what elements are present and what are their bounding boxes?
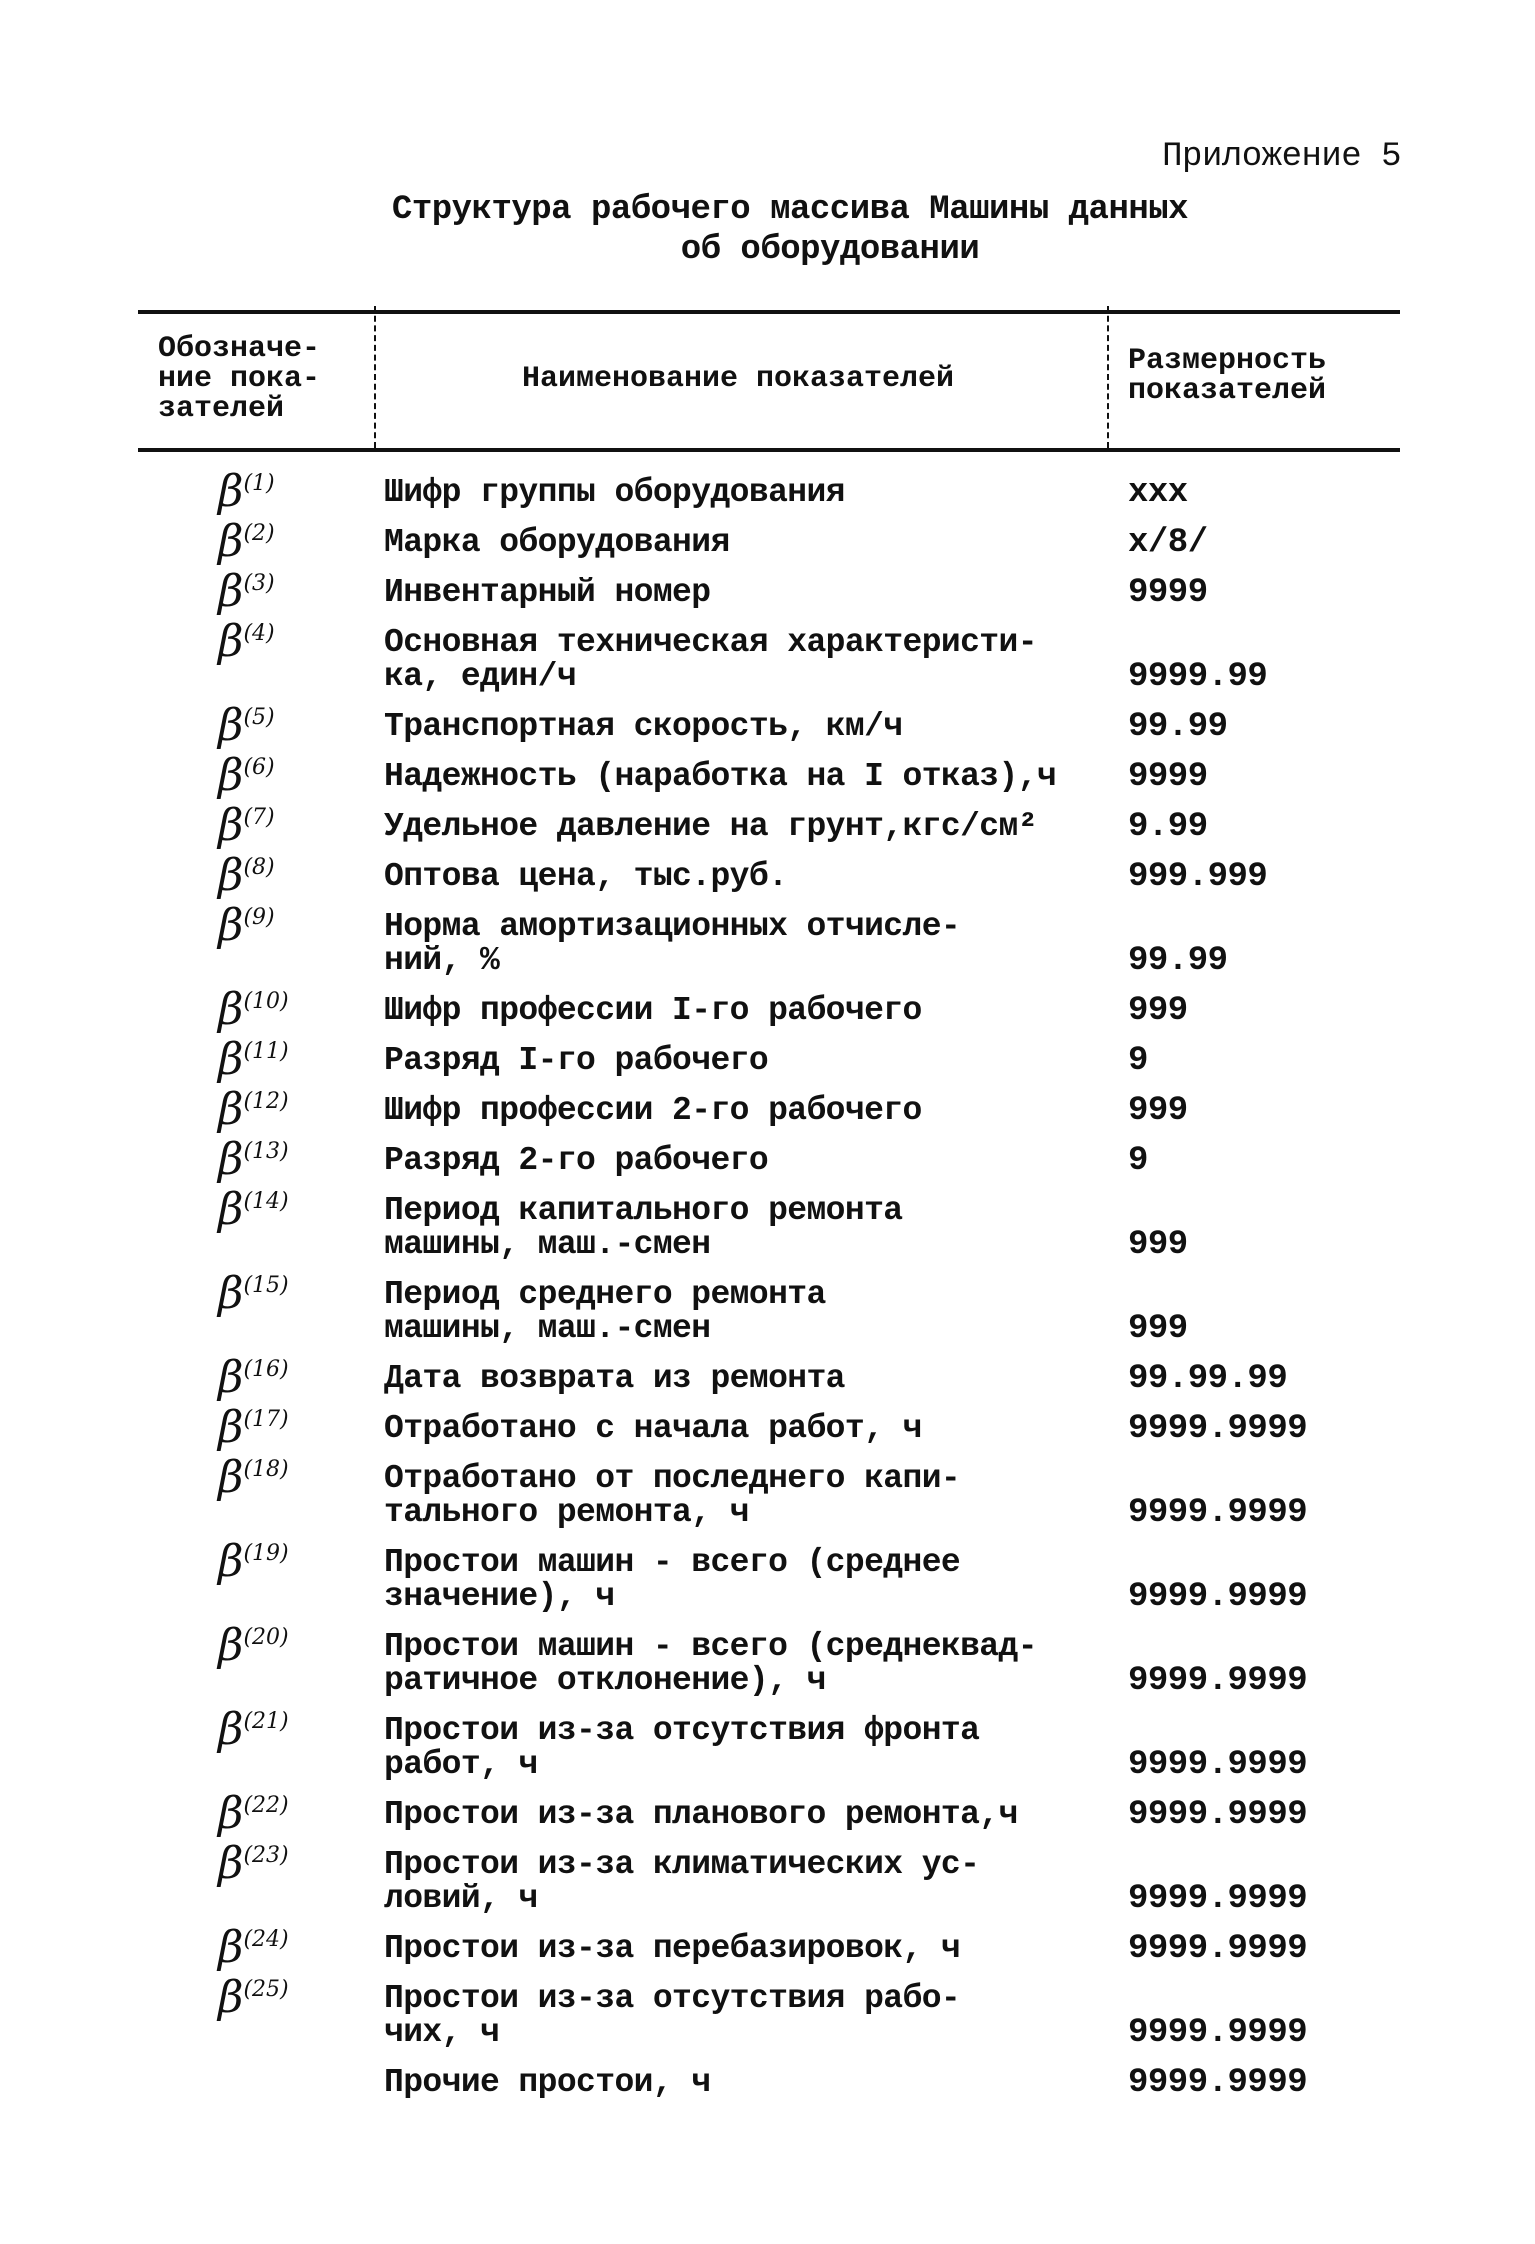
indicator-name: Шифр профессии 2-го рабочего bbox=[384, 1092, 922, 1129]
indicator-symbol bbox=[218, 1838, 368, 1889]
symbol-index: (8) bbox=[243, 855, 275, 880]
indicator-name: Норма амортизационных отчисле- ний, % bbox=[384, 908, 961, 979]
symbol-index: (6) bbox=[243, 755, 275, 780]
indicator-name: Прочие простои, ч bbox=[384, 2064, 711, 2101]
indicator-name: Разряд 2-го рабочего bbox=[384, 1142, 769, 1179]
table-row bbox=[138, 1622, 1400, 1706]
title-line-1: Структура рабочего массива Машины данных bbox=[391, 191, 1189, 229]
indicator-name: Разряд I-го рабочего bbox=[384, 1042, 769, 1079]
table-row bbox=[138, 518, 1400, 568]
symbol-index: (11) bbox=[243, 1039, 289, 1064]
table-row bbox=[138, 852, 1400, 902]
symbol-letter: β bbox=[218, 1972, 244, 2023]
indicator-unit: xxx bbox=[1128, 474, 1188, 512]
symbol-index: (19) bbox=[243, 1541, 289, 1566]
table-row bbox=[138, 1924, 1400, 1974]
symbol-letter: β bbox=[218, 1034, 244, 1085]
indicator-symbol bbox=[218, 1352, 368, 1403]
indicator-name: Дата возврата из ремонта bbox=[384, 1360, 845, 1397]
symbol-letter: β bbox=[218, 1536, 244, 1587]
indicator-unit: 9999.9999 bbox=[1128, 1880, 1308, 1918]
symbol-index: (20) bbox=[243, 1625, 289, 1650]
indicator-unit: 9999 bbox=[1128, 758, 1208, 796]
indicator-unit: 999 bbox=[1128, 992, 1188, 1030]
indicator-name: Шифр группы оборудования bbox=[384, 474, 845, 511]
indicator-symbol bbox=[218, 1084, 368, 1135]
symbol-letter: β bbox=[218, 1402, 244, 1453]
table-row bbox=[138, 902, 1400, 986]
symbol-index: (7) bbox=[243, 805, 275, 830]
symbol-index: (21) bbox=[243, 1709, 289, 1734]
indicator-unit: 99.99.99 bbox=[1128, 1360, 1288, 1398]
table-row bbox=[138, 1036, 1400, 1086]
indicator-name: Простои машин - всего (среднее значение), ч bbox=[384, 1544, 961, 1615]
indicator-name: Период капитального ремонта машины, маш.-смен bbox=[384, 1192, 903, 1263]
table-row bbox=[138, 802, 1400, 852]
table-row bbox=[138, 1186, 1400, 1270]
symbol-index: (4) bbox=[243, 621, 275, 646]
indicator-symbol bbox=[218, 1788, 368, 1839]
symbol-letter: β bbox=[218, 466, 244, 517]
symbol-index: (1) bbox=[243, 471, 275, 496]
indicator-symbol bbox=[218, 1402, 368, 1453]
table-row bbox=[138, 2058, 1400, 2108]
indicator-name: Простои из-за отсутствия рабо- чих, ч bbox=[384, 1980, 961, 2051]
symbol-index: (14) bbox=[243, 1189, 289, 1214]
table-row bbox=[138, 1136, 1400, 1186]
symbol-index: (10) bbox=[243, 989, 289, 1014]
table-row bbox=[138, 1840, 1400, 1924]
indicator-symbol bbox=[218, 466, 368, 517]
symbol-index: (2) bbox=[243, 521, 275, 546]
indicator-symbol bbox=[218, 1268, 368, 1319]
indicator-symbol bbox=[218, 984, 368, 1035]
symbol-index: (18) bbox=[243, 1457, 289, 1482]
indicator-symbol bbox=[218, 616, 368, 667]
symbol-letter: β bbox=[218, 1788, 244, 1839]
indicator-symbol bbox=[218, 1972, 368, 2023]
table-row bbox=[138, 568, 1400, 618]
table-header bbox=[138, 310, 1400, 452]
indicator-unit: 9999.9999 bbox=[1128, 2014, 1308, 2052]
indicator-unit: 999 bbox=[1128, 1226, 1188, 1264]
symbol-letter: β bbox=[218, 1352, 244, 1403]
column-divider bbox=[1107, 306, 1109, 448]
symbol-index: (3) bbox=[243, 571, 275, 596]
indicator-unit: 9999.9999 bbox=[1128, 1746, 1308, 1784]
table-row bbox=[138, 1974, 1400, 2058]
symbol-index: (24) bbox=[243, 1927, 289, 1952]
indicator-name: Простои из-за перебазировок, ч bbox=[384, 1930, 961, 1967]
title-line-2: об оборудовании bbox=[680, 231, 980, 269]
indicator-unit: 9999.9999 bbox=[1128, 1796, 1308, 1834]
symbol-letter: β bbox=[218, 750, 244, 801]
indicator-name: Удельное давление на грунт,кгс/см² bbox=[384, 808, 1037, 845]
indicator-unit: 999.999 bbox=[1128, 858, 1268, 896]
indicator-unit: 99.99 bbox=[1128, 942, 1228, 980]
column-divider bbox=[374, 306, 376, 448]
symbol-letter: β bbox=[218, 1452, 244, 1503]
indicator-name: Надежность (наработка на I отказ),ч bbox=[384, 758, 1057, 795]
table-row bbox=[138, 1790, 1400, 1840]
indicator-unit: 9999 bbox=[1128, 574, 1208, 612]
indicator-symbol bbox=[218, 800, 368, 851]
indicator-symbol bbox=[218, 516, 368, 567]
symbol-letter: β bbox=[218, 1084, 244, 1135]
symbol-index: (13) bbox=[243, 1139, 289, 1164]
indicator-unit: 9999.99 bbox=[1128, 658, 1268, 696]
symbol-index: (22) bbox=[243, 1793, 289, 1818]
symbol-letter: β bbox=[218, 1134, 244, 1185]
table-row bbox=[138, 1404, 1400, 1454]
symbol-letter: β bbox=[218, 900, 244, 951]
indicator-unit: 9 bbox=[1128, 1042, 1148, 1080]
indicator-unit: 9 bbox=[1128, 1142, 1148, 1180]
indicator-name: Простои машин - всего (среднеквад- ратичное отклонение), ч bbox=[384, 1628, 1037, 1699]
indicator-name: Отработано с начала работ, ч bbox=[384, 1410, 922, 1447]
symbol-letter: β bbox=[218, 800, 244, 851]
table-row bbox=[138, 986, 1400, 1036]
symbol-index: (23) bbox=[243, 1843, 289, 1868]
indicator-name: Простои из-за климатических ус- ловий, ч bbox=[384, 1846, 980, 1917]
symbol-letter: β bbox=[218, 700, 244, 751]
indicator-symbol bbox=[218, 750, 368, 801]
header-unit: Размерность показателей bbox=[1128, 344, 1327, 408]
table-row bbox=[138, 1270, 1400, 1354]
symbol-letter: β bbox=[218, 1838, 244, 1889]
indicator-unit: x/8/ bbox=[1128, 524, 1208, 562]
indicator-symbol bbox=[218, 1134, 368, 1185]
symbol-index: (9) bbox=[243, 905, 275, 930]
indicator-name: Простои из-за отсутствия фронта работ, ч bbox=[384, 1712, 980, 1783]
indicator-symbol bbox=[218, 700, 368, 751]
symbol-index: (5) bbox=[243, 705, 275, 730]
table-body bbox=[138, 468, 1400, 2108]
indicator-unit: 99.99 bbox=[1128, 708, 1228, 746]
indicator-name: Шифр профессии I-го рабочего bbox=[384, 992, 922, 1029]
symbol-letter: β bbox=[218, 516, 244, 567]
symbol-letter: β bbox=[218, 984, 244, 1035]
symbol-index: (16) bbox=[243, 1357, 289, 1382]
symbol-index: (17) bbox=[243, 1407, 289, 1432]
table-row bbox=[138, 752, 1400, 802]
table-row bbox=[138, 1454, 1400, 1538]
indicator-unit: 9999.9999 bbox=[1128, 1930, 1308, 1968]
indicator-unit: 9999.9999 bbox=[1128, 2064, 1308, 2102]
indicator-unit: 9999.9999 bbox=[1128, 1662, 1308, 1700]
indicator-unit: 9.99 bbox=[1128, 808, 1208, 846]
indicator-name: Отработано от последнего капи- тального ремонта, ч bbox=[384, 1460, 961, 1531]
indicator-symbol bbox=[218, 1452, 368, 1503]
table-row bbox=[138, 1086, 1400, 1136]
indicator-name: Марка оборудования bbox=[384, 524, 730, 561]
symbol-index: (15) bbox=[243, 1273, 289, 1298]
indicator-name: Транспортная скорость, км/ч bbox=[384, 708, 903, 745]
indicator-name: Простои из-за планового ремонта,ч bbox=[384, 1796, 1018, 1833]
symbol-index: (12) bbox=[243, 1089, 289, 1114]
document-title bbox=[391, 190, 1260, 270]
table-row bbox=[138, 618, 1400, 702]
indicator-symbol bbox=[218, 1922, 368, 1973]
appendix-label: Приложение 5 bbox=[1162, 138, 1401, 176]
indicator-name: Оптова цена, тыс.руб. bbox=[384, 858, 788, 895]
indicator-unit: 9999.9999 bbox=[1128, 1410, 1308, 1448]
table-row bbox=[138, 468, 1400, 518]
indicator-unit: 9999.9999 bbox=[1128, 1578, 1308, 1616]
indicator-name: Основная техническая характеристи- ка, един/ч bbox=[384, 624, 1037, 695]
indicator-unit: 9999.9999 bbox=[1128, 1494, 1308, 1532]
symbol-letter: β bbox=[218, 566, 244, 617]
indicator-name: Инвентарный номер bbox=[384, 574, 711, 611]
symbol-letter: β bbox=[218, 1620, 244, 1671]
indicator-unit: 999 bbox=[1128, 1310, 1188, 1348]
indicator-name: Период среднего ремонта машины, маш.-смен bbox=[384, 1276, 826, 1347]
header-name: Наименование показателей bbox=[521, 362, 955, 396]
indicator-unit: 999 bbox=[1128, 1092, 1188, 1130]
symbol-letter: β bbox=[218, 1184, 244, 1235]
table-row bbox=[138, 1354, 1400, 1404]
indicator-symbol bbox=[218, 1536, 368, 1587]
symbol-index: (25) bbox=[243, 1977, 289, 2002]
symbol-letter: β bbox=[218, 616, 244, 667]
symbol-letter: β bbox=[218, 1268, 244, 1319]
indicators-table bbox=[138, 310, 1400, 2108]
symbol-letter: β bbox=[218, 850, 244, 901]
indicator-symbol bbox=[218, 1034, 368, 1085]
indicator-symbol bbox=[218, 1184, 368, 1235]
indicator-symbol bbox=[218, 1704, 368, 1755]
table-row bbox=[138, 702, 1400, 752]
symbol-letter: β bbox=[218, 1704, 244, 1755]
indicator-symbol bbox=[218, 850, 368, 901]
table-row bbox=[138, 1706, 1400, 1790]
indicator-symbol bbox=[218, 900, 368, 951]
table-row bbox=[138, 1538, 1400, 1622]
symbol-letter: β bbox=[218, 1922, 244, 1973]
header-symbol: Обозначе- ние пока- зателей bbox=[158, 332, 321, 426]
indicator-symbol bbox=[218, 1620, 368, 1671]
indicator-symbol bbox=[218, 566, 368, 617]
